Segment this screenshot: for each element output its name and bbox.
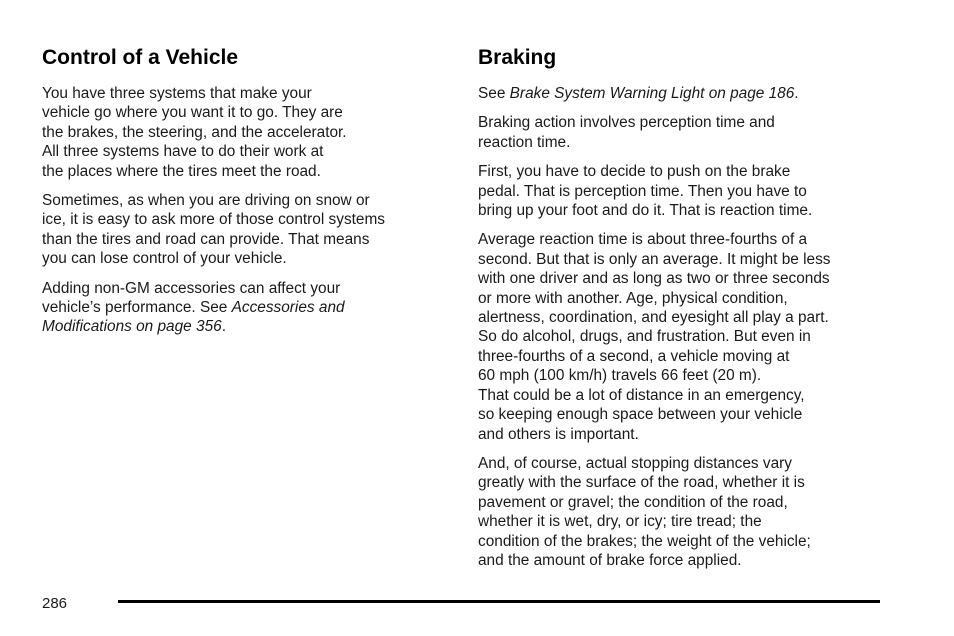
paragraph-control-3 [42, 279, 452, 337]
paragraph-control-2: Sometimes, as when you are driving on snow or ice, it is easy to ask more of those control systems than the tires and road can provide. That means you can lose control of your vehicle. [42, 192, 385, 268]
paragraph-braking-4: Average reaction time is about three-fourths of a second. But that is only an average. It might be less with one driver and as long as two or three seconds or more with another. Age, physical condition, alertness, coordination, and eyesight all play a part. So do alcohol, drugs, and frustration. But even in three-fourths of a second, a vehicle moving at 60 mph (100 km/h) travels 66 feet (20 m). That could be a lot of distance in an emergency, so keeping enough space between your vehicle and others is important. [478, 231, 831, 443]
page-number: 286 [42, 595, 68, 612]
brake-warning-reference: Brake System Warning Light on page 186 [509, 85, 795, 102]
section-heading-control: Control of a Vehicle [42, 46, 239, 69]
paragraph-control-3-end: . [221, 318, 226, 336]
section-heading-braking: Braking [478, 46, 557, 69]
right-column [478, 44, 888, 580]
left-column [42, 44, 452, 347]
accessories-reference: Accessories and Modifications on page 356 [42, 299, 345, 336]
paragraph-braking-1-text: See [478, 85, 510, 102]
paragraph-braking-2: Braking action involves perception time and reaction time. [478, 114, 775, 151]
paragraph-braking-1-end: . [794, 85, 799, 102]
paragraph-braking-3: First, you have to decide to push on the brake pedal. That is perception time. Then you have to bring up your foot and do it. That is reaction time. [478, 163, 813, 220]
paragraph-braking-1 [478, 84, 888, 103]
paragraph-braking-5: And, of course, actual stopping distances vary greatly with the surface of the road, whether it is pavement or gravel; the condition of the road, whether it is wet, dry, or icy; tire tread; the condition of the brakes; the weight of the vehicle; and the amount of brake force applied. [478, 454, 811, 569]
footer-divider [118, 600, 880, 603]
paragraph-control-1: You have three systems that make your vehicle go where you want it to go. They are the brakes, the steering, and the accelerator. All three systems have to do their work at the places where the tires meet the road. [42, 85, 347, 180]
paragraph-control-3-text: Adding non-GM accessories can affect your vehicle’s performance. See [42, 279, 341, 317]
